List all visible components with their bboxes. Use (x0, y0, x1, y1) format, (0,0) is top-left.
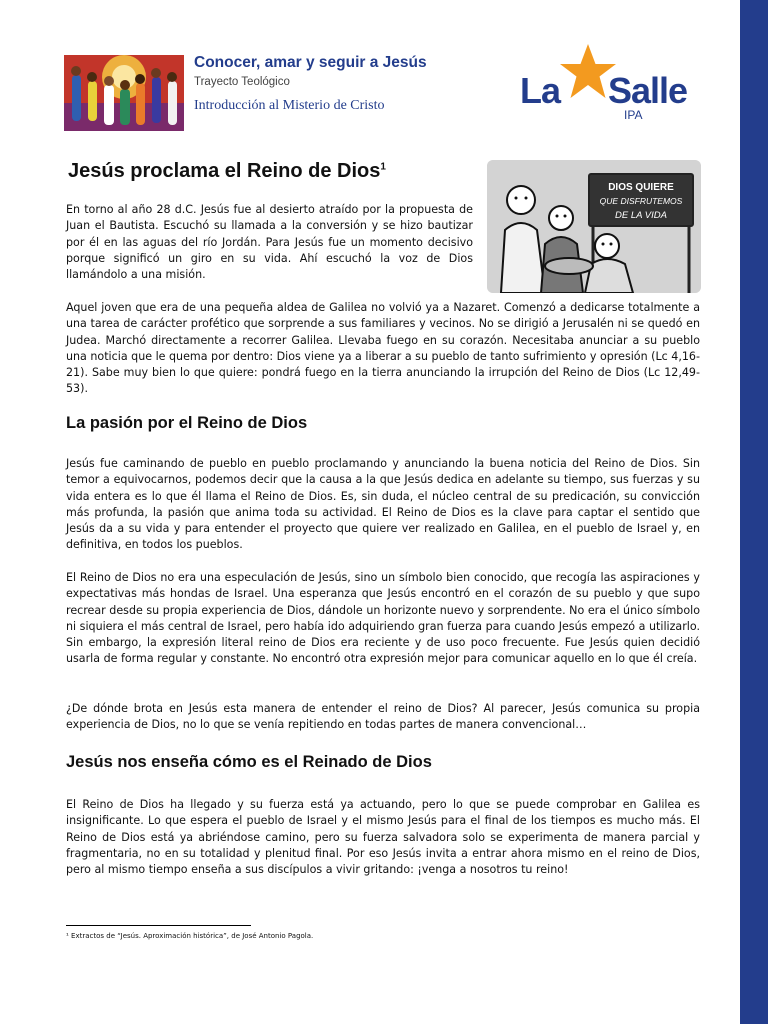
article-title (68, 160, 386, 183)
header-title: Conocer, amar y seguir a Jesús (194, 54, 427, 71)
right-border-band (740, 0, 768, 1024)
cartoon-illustration (487, 160, 701, 293)
section2-paragraph-2: El Reino de Dios no era una especulación de Jesús, sino un símbolo bien conocido, que recogía las aspiraciones y expectativas más hondas de Israel. Una esperanza que Jesús encontró en el corazón de su pueblo y que supo recrear desde su propia experiencia de Dios, dándole un horizonte nuevo y sorprendente. No era el único símbolo ni siquiera el más central de Israel, pero había ido adquiriendo gran fuerza para cuando Jesús empezó a utilizarlo. Sin embargo, la expresión literal reino de Dios era reciente y de uso poco frecuente. Fue Jesús quien decidió usarla de forma regular y constante. No encontró otra expresión mejor para comunicar aquello en lo que él creía. (66, 571, 700, 666)
la-salle-logo (516, 42, 702, 124)
intro-paragraph: En torno al año 28 d.C. Jesús fue al desierto atraído por la propuesta de Juan el Bautista. Escuchó su llamada a la conversión y se hizo bautizar por él en las aguas del río Jordán. Para Jesús fue un momento decisivo porque significó un giro en su vida. Ahí escuchó la voz de Dios llamándolo a una misión. (66, 203, 473, 282)
footnote: ¹ Extractos de “Jesús. Aproximación histórica”, de José Antonio Pagola. (66, 932, 314, 940)
section2-paragraph-3: ¿De dónde brota en Jesús esta manera de entender el reino de Dios? Al parecer, Jesús comunica su propia experiencia de Dios, no lo que se venía repitiendo en todas partes de manera convencional… (66, 702, 700, 732)
cartoon-sign-line-1: DIOS QUIERE (608, 182, 674, 193)
article-title-text: Jesús proclama el Reino de Dios (68, 160, 381, 182)
logo-la-text: La (520, 70, 561, 111)
header-artwork-image (64, 55, 184, 131)
paragraph-2: Aquel joven que era de una pequeña aldea de Galilea no volvió ya a Nazaret. Comenzó a dedicarse totalmente a una tarea de carácter profético que sorprende a sus familiares y vecinos. No se dirigió a Jerusalén ni se quedó en Judea. Marchó directamente a recorrer Galilea. Llevaba fuego en su corazón. Necesitaba anunciar a su pueblo una noticia que le quema por dentro: Dios viene ya a liberar a su pueblo de tanto sufrimiento y opresión (Lc 4,16-21). Sabe muy bien lo que quiere: pondrá fuego en la tierra anunciando la irrupción del Reino de Dios (Lc 12,49-53). (66, 301, 700, 396)
logo-salle-text: Salle (608, 70, 688, 111)
footnote-ref: 1 (380, 161, 386, 173)
section3-paragraph-1: El Reino de Dios ha llegado y su fuerza está ya actuando, pero lo que se puede comprobar en Galilea es insignificante. Lo que espera el pueblo de Israel y el mismo Jesús para el final de los tiempos es mucho más. El Reino de Dios está ya abriéndose camino, pero su fuerza salvadora solo se experimenta de manera parcial y fragmentaria, no en su totalidad y plenitud final. Por eso Jesús invita a entrar ahora mismo en el reino de Dios, pero al mismo tiempo enseña a sus discípulos a vivir gritando: ¡venga a nosotros tu reino! (66, 798, 700, 877)
cartoon-sign-line-3: DE LA VIDA (615, 210, 667, 221)
cartoon-sign-line-2: QUE DISFRUTEMOS (599, 196, 683, 206)
header-subtitle: Trayecto Teológico (194, 76, 290, 88)
section-heading-pasion: La pasión por el Reino de Dios (66, 414, 308, 432)
logo-ipa-text: IPA (624, 108, 643, 122)
footnote-divider (66, 925, 251, 926)
header-titles (194, 54, 494, 114)
section2-paragraph-1: Jesús fue caminando de pueblo en pueblo proclamando y anunciando la buena noticia del Reino de Dios. Sin temor a equivocarnos, podemos decir que la causa a la que Jesús dedica en adelante su tiempo, sus fuerzas y su vida entera es lo que él llama el Reino de Dios. Es, sin duda, el núcleo central de su predicación, su convicción más profunda, la pasión que anima toda su actividad. El Reino de Dios es la clave para captar el sentido que Jesús da a su vida y para entender el proyecto que quiere ver realizado en Galilea, en el pueblo de Israel y, en definitiva, en todos los pueblos. (66, 457, 700, 552)
header-section-title: Introducción al Misterio de Cristo (194, 98, 385, 113)
section-heading-ensena: Jesús nos enseña cómo es el Reinado de Dios (66, 753, 432, 771)
